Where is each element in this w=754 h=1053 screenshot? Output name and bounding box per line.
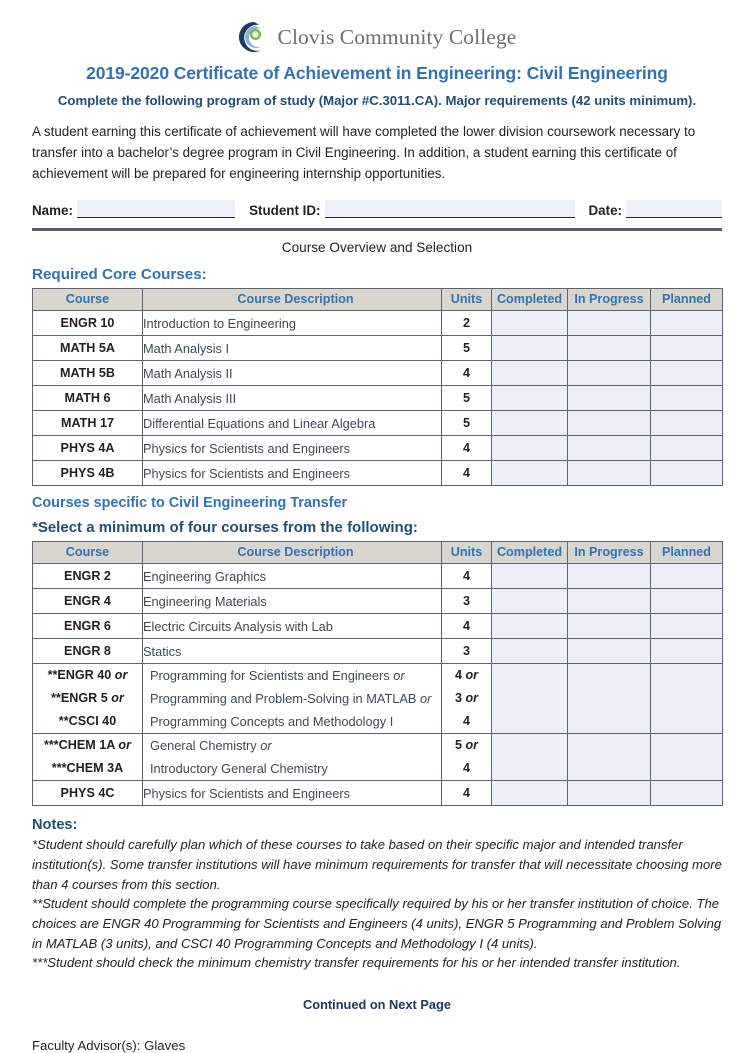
course-units-group bbox=[442, 664, 492, 734]
course-units-group bbox=[442, 734, 492, 781]
planned-checkbox-cell[interactable] bbox=[651, 564, 723, 589]
table-row bbox=[33, 614, 723, 639]
student-id-input[interactable] bbox=[325, 200, 575, 218]
clovis-swirl-logo-icon bbox=[238, 21, 270, 53]
course-description: Programming for Scientists and Engineers or bbox=[150, 668, 405, 684]
table-row bbox=[33, 734, 723, 781]
in-progress-checkbox-cell[interactable] bbox=[568, 311, 651, 336]
planned-checkbox-cell[interactable] bbox=[651, 386, 723, 411]
completed-checkbox-cell[interactable] bbox=[492, 639, 568, 664]
col-completed: Completed bbox=[492, 542, 568, 564]
completed-checkbox-cell[interactable] bbox=[492, 336, 568, 361]
required-core-heading: Required Core Courses: bbox=[32, 266, 207, 284]
continued-notice: Continued on Next Page bbox=[303, 996, 451, 1012]
col-planned: Planned bbox=[651, 542, 723, 564]
course-code: ENGR 4 bbox=[33, 589, 143, 614]
course-units: 4 bbox=[442, 461, 492, 486]
course-code: PHYS 4B bbox=[33, 461, 143, 486]
course-description: Physics for Scientists and Engineers bbox=[143, 461, 442, 486]
planned-checkbox-cell[interactable] bbox=[651, 664, 723, 734]
completed-checkbox-cell[interactable] bbox=[492, 589, 568, 614]
date-label: Date: bbox=[588, 203, 622, 219]
faculty-advisor: Faculty Advisor(s): Glaves bbox=[32, 1037, 186, 1053]
course-units: 4 bbox=[442, 436, 492, 461]
student-id-label: Student ID: bbox=[249, 203, 321, 219]
required-core-body bbox=[33, 311, 723, 486]
table-row bbox=[33, 664, 723, 734]
course-description-group bbox=[143, 664, 442, 734]
course-units: 5 bbox=[442, 336, 492, 361]
planned-checkbox-cell[interactable] bbox=[651, 436, 723, 461]
transfer-courses-body bbox=[33, 564, 723, 806]
note-item: *Student should carefully plan which of these courses to take based on their specific major and intended transfer institution(s). Some transfer institutions will have minimum requirements for transfer that will necessitate choosing more than 4 courses from this section. bbox=[32, 837, 722, 892]
table-row bbox=[33, 461, 723, 486]
page-subtitle: Complete the following program of study (Major #C.3011.CA). Major requirements (42 units minimum). bbox=[57, 93, 697, 108]
course-description: Engineering Graphics bbox=[143, 564, 442, 589]
in-progress-checkbox-cell[interactable] bbox=[568, 461, 651, 486]
in-progress-checkbox-cell[interactable] bbox=[568, 411, 651, 436]
planned-checkbox-cell[interactable] bbox=[651, 734, 723, 781]
course-code: ENGR 10 bbox=[33, 311, 143, 336]
transfer-courses-table bbox=[32, 541, 723, 806]
table-row bbox=[33, 589, 723, 614]
in-progress-checkbox-cell[interactable] bbox=[568, 589, 651, 614]
planned-checkbox-cell[interactable] bbox=[651, 361, 723, 386]
planned-checkbox-cell[interactable] bbox=[651, 639, 723, 664]
note-item: ***Student should check the minimum chemistry transfer requirements for his or her intended transfer institution. bbox=[32, 955, 681, 971]
course-units: 4 bbox=[462, 761, 470, 776]
in-progress-checkbox-cell[interactable] bbox=[568, 639, 651, 664]
course-code-group bbox=[33, 734, 143, 781]
planned-checkbox-cell[interactable] bbox=[651, 311, 723, 336]
course-units: 4 bbox=[442, 614, 492, 639]
date-input[interactable] bbox=[626, 200, 722, 218]
table-row bbox=[33, 564, 723, 589]
table-row bbox=[33, 361, 723, 386]
course-units: 4 bbox=[442, 361, 492, 386]
course-units: 4 bbox=[462, 714, 470, 729]
table-row bbox=[33, 411, 723, 436]
col-planned: Planned bbox=[651, 289, 723, 311]
completed-checkbox-cell[interactable] bbox=[492, 361, 568, 386]
completed-checkbox-cell[interactable] bbox=[492, 614, 568, 639]
in-progress-checkbox-cell[interactable] bbox=[568, 436, 651, 461]
notes-body bbox=[32, 835, 722, 972]
planned-checkbox-cell[interactable] bbox=[651, 614, 723, 639]
course-units: 3 bbox=[442, 589, 492, 614]
col-in-progress: In Progress bbox=[568, 289, 651, 311]
in-progress-checkbox-cell[interactable] bbox=[568, 564, 651, 589]
col-course: Course bbox=[33, 289, 143, 311]
course-code: ENGR 6 bbox=[33, 614, 143, 639]
planned-checkbox-cell[interactable] bbox=[651, 411, 723, 436]
transfer-subheading: *Select a minimum of four courses from the following: bbox=[32, 519, 418, 537]
name-label: Name: bbox=[32, 203, 73, 219]
planned-checkbox-cell[interactable] bbox=[651, 589, 723, 614]
course-description: Programming and Problem-Solving in MATLAB or bbox=[150, 691, 432, 707]
college-name: Clovis Community College bbox=[277, 24, 517, 49]
page-title: 2019-2020 Certificate of Achievement in Engineering: Civil Engineering bbox=[86, 63, 668, 83]
in-progress-checkbox-cell[interactable] bbox=[568, 734, 651, 781]
table-row bbox=[33, 336, 723, 361]
course-units: 4 bbox=[442, 781, 492, 806]
col-course-description: Course Description bbox=[143, 542, 442, 564]
course-description: Physics for Scientists and Engineers bbox=[143, 781, 442, 806]
in-progress-checkbox-cell[interactable] bbox=[568, 361, 651, 386]
course-units: 5 or bbox=[454, 738, 479, 753]
completed-checkbox-cell[interactable] bbox=[492, 664, 568, 734]
table-header-row bbox=[33, 542, 723, 564]
course-units: 3 bbox=[442, 639, 492, 664]
course-description: General Chemistry or bbox=[150, 738, 272, 754]
course-code: MATH 6 bbox=[33, 386, 143, 411]
in-progress-checkbox-cell[interactable] bbox=[568, 336, 651, 361]
table-header-row bbox=[33, 289, 723, 311]
course-description: Programming Concepts and Methodology I bbox=[150, 714, 394, 730]
col-in-progress: In Progress bbox=[568, 542, 651, 564]
transfer-heading: Courses specific to Civil Engineering Transfer bbox=[32, 495, 348, 512]
college-brand-header bbox=[0, 0, 754, 53]
course-units: 2 bbox=[442, 311, 492, 336]
table-row bbox=[33, 386, 723, 411]
course-description: Math Analysis III bbox=[143, 386, 442, 411]
course-description: Differential Equations and Linear Algebra bbox=[143, 411, 442, 436]
course-code: **ENGR 5 or bbox=[51, 691, 124, 706]
in-progress-checkbox-cell[interactable] bbox=[568, 386, 651, 411]
course-description: Introduction to Engineering bbox=[143, 311, 442, 336]
course-overview-heading: Course Overview and Selection bbox=[281, 240, 473, 256]
course-code: ***CHEM 3A bbox=[51, 761, 124, 776]
intro-paragraph: A student earning this certificate of achievement will have completed the lower division coursework necessary to transfer into a bachelor’s degree program in Civil Engineering. In addition, a student earning this certificate of achievement will be prepared for engineering internship opportunities. bbox=[32, 124, 696, 181]
course-units: 4 or bbox=[454, 668, 479, 683]
col-units: Units bbox=[442, 542, 492, 564]
notes-heading: Notes: bbox=[32, 817, 78, 834]
course-code: MATH 5A bbox=[33, 336, 143, 361]
planned-checkbox-cell[interactable] bbox=[651, 336, 723, 361]
table-row bbox=[33, 311, 723, 336]
col-completed: Completed bbox=[492, 289, 568, 311]
course-description: Electric Circuits Analysis with Lab bbox=[143, 614, 442, 639]
course-code: **CSCI 40 bbox=[58, 714, 117, 729]
course-description: Engineering Materials bbox=[143, 589, 442, 614]
completed-checkbox-cell[interactable] bbox=[492, 461, 568, 486]
course-description: Introductory General Chemistry bbox=[150, 761, 328, 777]
course-code: **ENGR 40 or bbox=[47, 668, 128, 683]
completed-checkbox-cell[interactable] bbox=[492, 436, 568, 461]
completed-checkbox-cell[interactable] bbox=[492, 564, 568, 589]
in-progress-checkbox-cell[interactable] bbox=[568, 781, 651, 806]
course-code: ***CHEM 1A or bbox=[43, 738, 131, 753]
course-code: MATH 17 bbox=[33, 411, 143, 436]
completed-checkbox-cell[interactable] bbox=[492, 311, 568, 336]
col-course: Course bbox=[33, 542, 143, 564]
header-divider bbox=[32, 228, 722, 231]
course-description: Math Analysis II bbox=[143, 361, 442, 386]
col-units: Units bbox=[442, 289, 492, 311]
course-description: Math Analysis I bbox=[143, 336, 442, 361]
completed-checkbox-cell[interactable] bbox=[492, 734, 568, 781]
note-item: **Student should complete the programming course specifically required by his or her transfer institution of choice. The choices are ENGR 40 Programming for Scientists and Engineers (4 units), ENGR 5 Programming and Problem Solving in MATLAB (3 units), and CSCI 40 Programming Concepts and Methodology I (4 units). bbox=[32, 896, 722, 951]
course-code: ENGR 8 bbox=[33, 639, 143, 664]
course-units: 4 bbox=[442, 564, 492, 589]
planned-checkbox-cell[interactable] bbox=[651, 781, 723, 806]
table-row bbox=[33, 781, 723, 806]
in-progress-checkbox-cell[interactable] bbox=[568, 614, 651, 639]
course-code: PHYS 4C bbox=[33, 781, 143, 806]
course-description: Statics bbox=[143, 639, 442, 664]
course-code-group bbox=[33, 664, 143, 734]
course-code: PHYS 4A bbox=[33, 436, 143, 461]
course-units: 3 or bbox=[454, 691, 479, 706]
course-description: Physics for Scientists and Engineers bbox=[143, 436, 442, 461]
course-code: ENGR 2 bbox=[33, 564, 143, 589]
table-row bbox=[33, 436, 723, 461]
course-units: 5 bbox=[442, 386, 492, 411]
col-course-description: Course Description bbox=[143, 289, 442, 311]
completed-checkbox-cell[interactable] bbox=[492, 411, 568, 436]
student-info-row bbox=[32, 200, 722, 218]
planned-checkbox-cell[interactable] bbox=[651, 461, 723, 486]
name-input[interactable] bbox=[77, 200, 235, 218]
course-code: MATH 5B bbox=[33, 361, 143, 386]
course-units: 5 bbox=[442, 411, 492, 436]
course-description-group bbox=[143, 734, 442, 781]
in-progress-checkbox-cell[interactable] bbox=[568, 664, 651, 734]
completed-checkbox-cell[interactable] bbox=[492, 781, 568, 806]
completed-checkbox-cell[interactable] bbox=[492, 386, 568, 411]
table-row bbox=[33, 639, 723, 664]
required-core-table bbox=[32, 288, 723, 486]
